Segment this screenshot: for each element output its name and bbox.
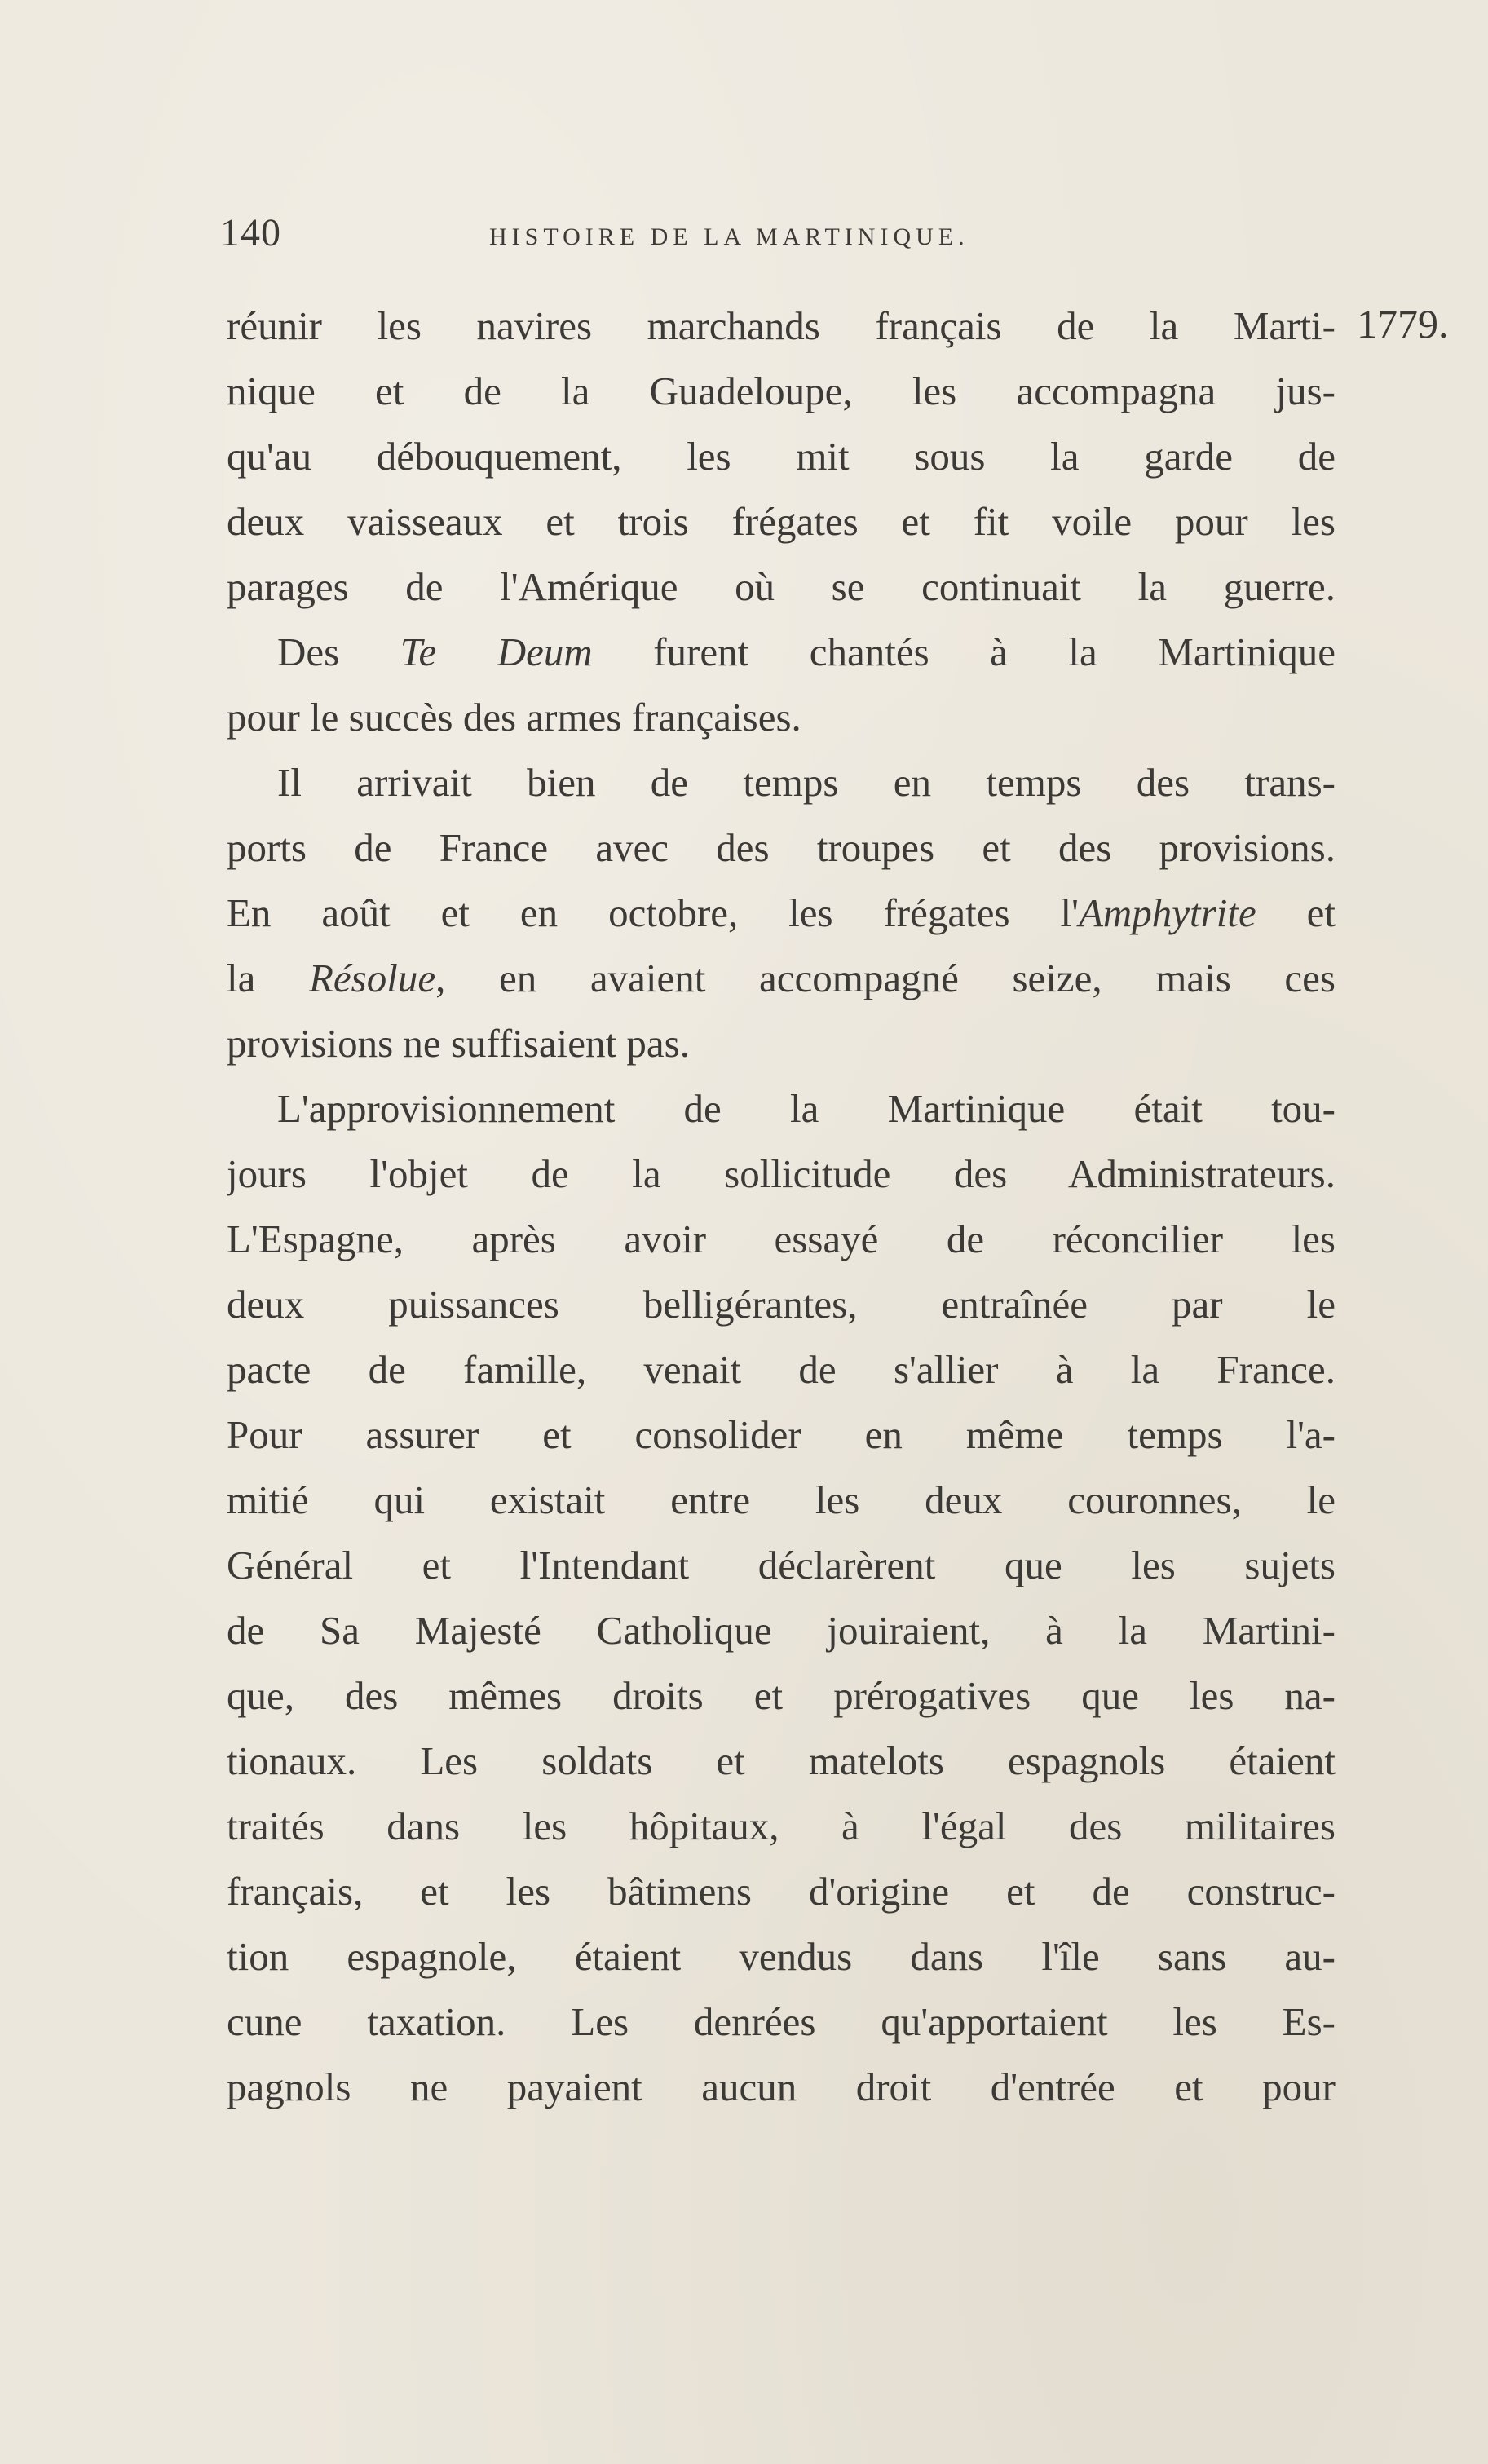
text-run: et bbox=[1256, 890, 1336, 935]
text-line: Pour assurer et consolider en même temps l'a- bbox=[227, 1412, 1336, 1457]
italic-text-run: Amphytrite bbox=[1078, 890, 1256, 935]
text-line bbox=[227, 946, 1336, 1011]
text-line: tionaux. Les soldats et matelots espagnols étaient bbox=[227, 1738, 1336, 1783]
text-line: réunir les navires marchands français de la Marti- bbox=[227, 303, 1336, 348]
text-line: pour le succès des armes françaises. bbox=[227, 695, 801, 740]
text-line: qu'au débouquement, les mit sous la garde de bbox=[227, 434, 1336, 479]
running-head: HISTOIRE DE LA MARTINIQUE. bbox=[489, 223, 969, 250]
text-line: mitié qui existait entre les deux couronnes, le bbox=[227, 1477, 1336, 1522]
text-line: tion espagnole, étaient vendus dans l'île sans au- bbox=[227, 1934, 1336, 1979]
text-line: pacte de famille, venait de s'allier à la France. bbox=[227, 1347, 1336, 1392]
text-line: parages de l'Amérique où se continuait la guerre. bbox=[227, 564, 1336, 609]
text-line: L'approvisionnement de la Martinique était tou- bbox=[277, 1086, 1336, 1131]
margin-year-note: 1779. bbox=[1357, 301, 1449, 347]
text-line: traités dans les hôpitaux, à l'égal des militaires bbox=[227, 1804, 1336, 1848]
body-text bbox=[227, 294, 1336, 2120]
text-line: provisions ne suffisaient pas. bbox=[227, 1021, 690, 1066]
italic-text-run: Te Deum bbox=[400, 629, 593, 674]
text-line: jours l'objet de la sollicitude des Administrateurs. bbox=[227, 1151, 1336, 1196]
text-line: nique et de la Guadeloupe, les accompagna jus- bbox=[227, 369, 1336, 413]
text-line: pagnols ne payaient aucun droit d'entrée et pour bbox=[227, 2064, 1336, 2109]
text-line: deux vaisseaux et trois frégates et fit voile pour les bbox=[227, 499, 1336, 544]
text-line: Général et l'Intendant déclarèrent que les sujets bbox=[227, 1543, 1336, 1587]
text-run: la bbox=[227, 956, 309, 1000]
text-line: ports de France avec des troupes et des provisions. bbox=[227, 825, 1336, 870]
text-line: français, et les bâtimens d'origine et de construc- bbox=[227, 1869, 1336, 1914]
text-line: de Sa Majesté Catholique jouiraient, à la Martini- bbox=[227, 1608, 1336, 1653]
text-run: , en avaient accompagné seize, mais ces bbox=[435, 956, 1336, 1000]
text-line: deux puissances belligérantes, entraînée par le bbox=[227, 1282, 1336, 1327]
page-header bbox=[220, 210, 1117, 259]
text-line bbox=[227, 620, 1336, 685]
text-line: L'Espagne, après avoir essayé de réconcilier les bbox=[227, 1217, 1336, 1261]
text-run: Des bbox=[277, 629, 400, 674]
text-line: cune taxation. Les denrées qu'apportaient les Es- bbox=[227, 1999, 1336, 2044]
text-line: Il arrivait bien de temps en temps des trans- bbox=[277, 760, 1336, 805]
text-line bbox=[227, 881, 1336, 946]
page-number: 140 bbox=[220, 211, 281, 254]
text-run: En août et en octobre, les frégates l' bbox=[227, 890, 1079, 935]
text-run: furent chantés à la Martinique bbox=[592, 629, 1336, 674]
text-line: que, des mêmes droits et prérogatives que les na- bbox=[227, 1673, 1336, 1718]
italic-text-run: Résolue bbox=[309, 956, 436, 1000]
